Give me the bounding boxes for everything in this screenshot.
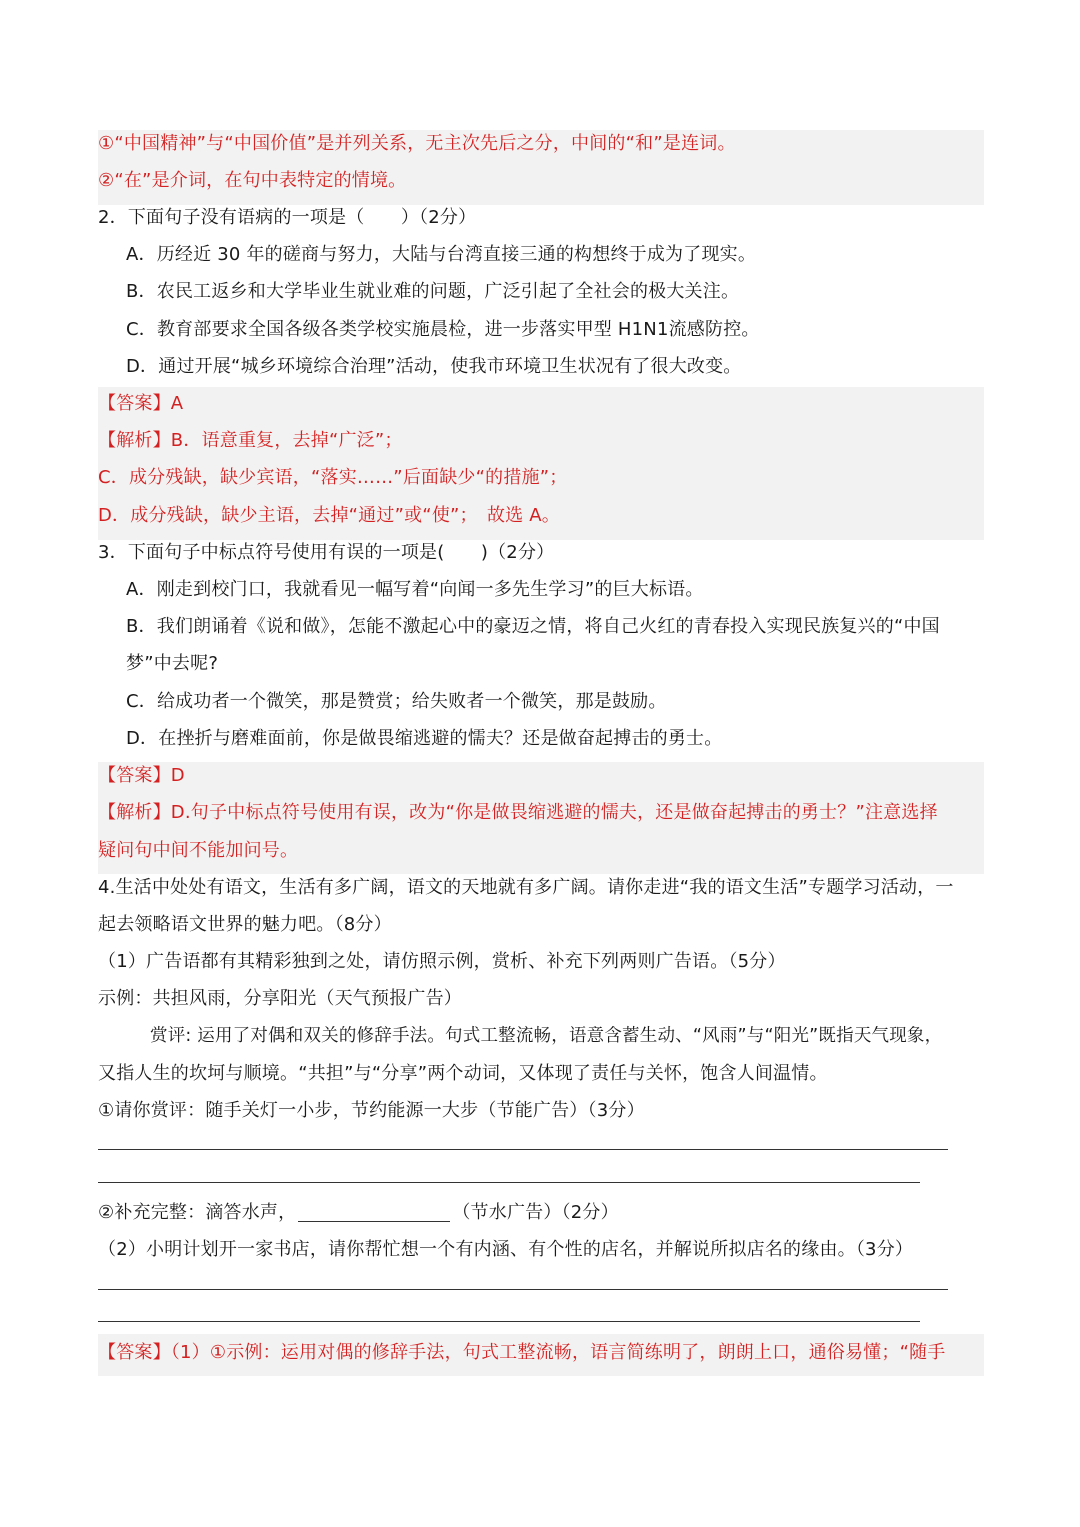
answer-line-4 [98,1321,920,1322]
q3-option-b-line-1: B．我们朗诵着《说和做》，怎能不激起心中的豪迈之情，将自己火红的青春投入实现民族复兴的“中国 [126,616,940,637]
q4-stem-2: 起去领略语文世界的魅力吧。（8分） [98,914,392,935]
fill-in-blank[interactable] [298,1199,450,1222]
note-line-2: ②“在”是介词，在句中表特定的情境。 [98,170,407,191]
answer-line-1 [98,1149,948,1150]
q2-option-d: D．通过开展“城乡环境综合治理”活动，使我市环境卫生状况有了很大改变。 [126,356,742,377]
q4-sub-2-after: （节水广告）（2分） [452,1202,619,1223]
q4-comment-1: 赏评: 运用了对偶和双关的修辞手法。句式工整流畅，语意含蓄生动、“风雨”与“阳光”既指天气现象， [150,1026,943,1046]
q3-answer: 【答案】D [98,765,185,786]
q2-answer: 【答案】A [98,393,184,414]
q3-analysis-1: 【解析】D.句子中标点符号使用有误，改为“你是做畏缩逃避的懦夫，还是做奋起搏击的勇士？”注意选择 [98,802,938,823]
q4-comment-2: 又指人生的坎坷与顺境。“共担”与“分享”两个动词，又体现了责任与关怀，饱含人间温情。 [98,1063,828,1084]
q4-sub-1: ①请你赏评：随手关灯一小步，节约能源一大步（节能广告）（3分） [98,1100,645,1121]
q4-stem-1: 4.生活中处处有语文，生活有多广阔，语文的天地就有多广阔。请你走进“我的语文生活”专题学习活动，一 [98,877,954,898]
note-line-1: ①“中国精神”与“中国价值”是并列关系，无主次先后之分，中间的“和”是连词。 [98,133,736,154]
q2-option-c: C．教育部要求全国各级各类学校实施晨检，进一步落实甲型 H1N1流感防控。 [126,319,760,340]
q4-sub-2-before: ②补充完整：滴答水声， [98,1202,297,1223]
q3-option-c: C．给成功者一个微笑，那是赞赏；给失败者一个微笑，那是鼓励。 [126,691,667,712]
answer-line-2 [98,1182,920,1183]
q3-option-b-line-2: 梦”中去呢? [126,653,219,674]
q2-analysis-3: D．成分残缺，缺少主语，去掉“通过”或“使”； 故选 A。 [98,505,560,526]
q3-stem: 3．下面句子中标点符号使用有误的一项是( )（2分） [98,542,555,563]
q3-option-a: A．刚走到校门口，我就看见一幅写着“向闻一多先生学习”的巨大标语。 [126,579,704,600]
q4-answer: 【答案】（1）①示例：运用对偶的修辞手法，句式工整流畅，语言简练明了，朗朗上口，通俗易懂；“随手 [98,1342,946,1363]
q3-analysis-2: 疑问句中间不能加问号。 [98,840,299,861]
q2-option-a: A．历经近 30 年的磋商与努力，大陆与台湾直接三通的构想终于成为了现实。 [126,244,757,265]
q4-part-2: （2）小明计划开一家书店，请你帮忙想一个有内涵、有个性的店名，并解说所拟店名的缘由。（3分） [98,1239,914,1260]
q3-option-d: D．在挫折与磨难面前，你是做畏缩逃避的懦夫？还是做奋起搏击的勇士。 [126,728,723,749]
q2-analysis-1: 【解析】B．语意重复，去掉“广泛”； [98,430,403,451]
q2-stem: 2．下面句子没有语病的一项是（ ）（2分） [98,207,477,228]
q4-sub-2 [98,1194,619,1231]
q2-analysis-2: C．成分残缺，缺少宾语，“落实……”后面缺少“的措施”； [98,467,568,488]
q2-option-b: B．农民工返乡和大学毕业生就业难的问题，广泛引起了全社会的极大关注。 [126,281,740,302]
answer-line-3 [98,1289,948,1290]
q4-part-1: （1）广告语都有其精彩独到之处，请仿照示例，赏析、补充下列两则广告语。（5分） [98,951,786,972]
q4-example: 示例：共担风雨，分享阳光（天气预报广告） [98,988,462,1009]
